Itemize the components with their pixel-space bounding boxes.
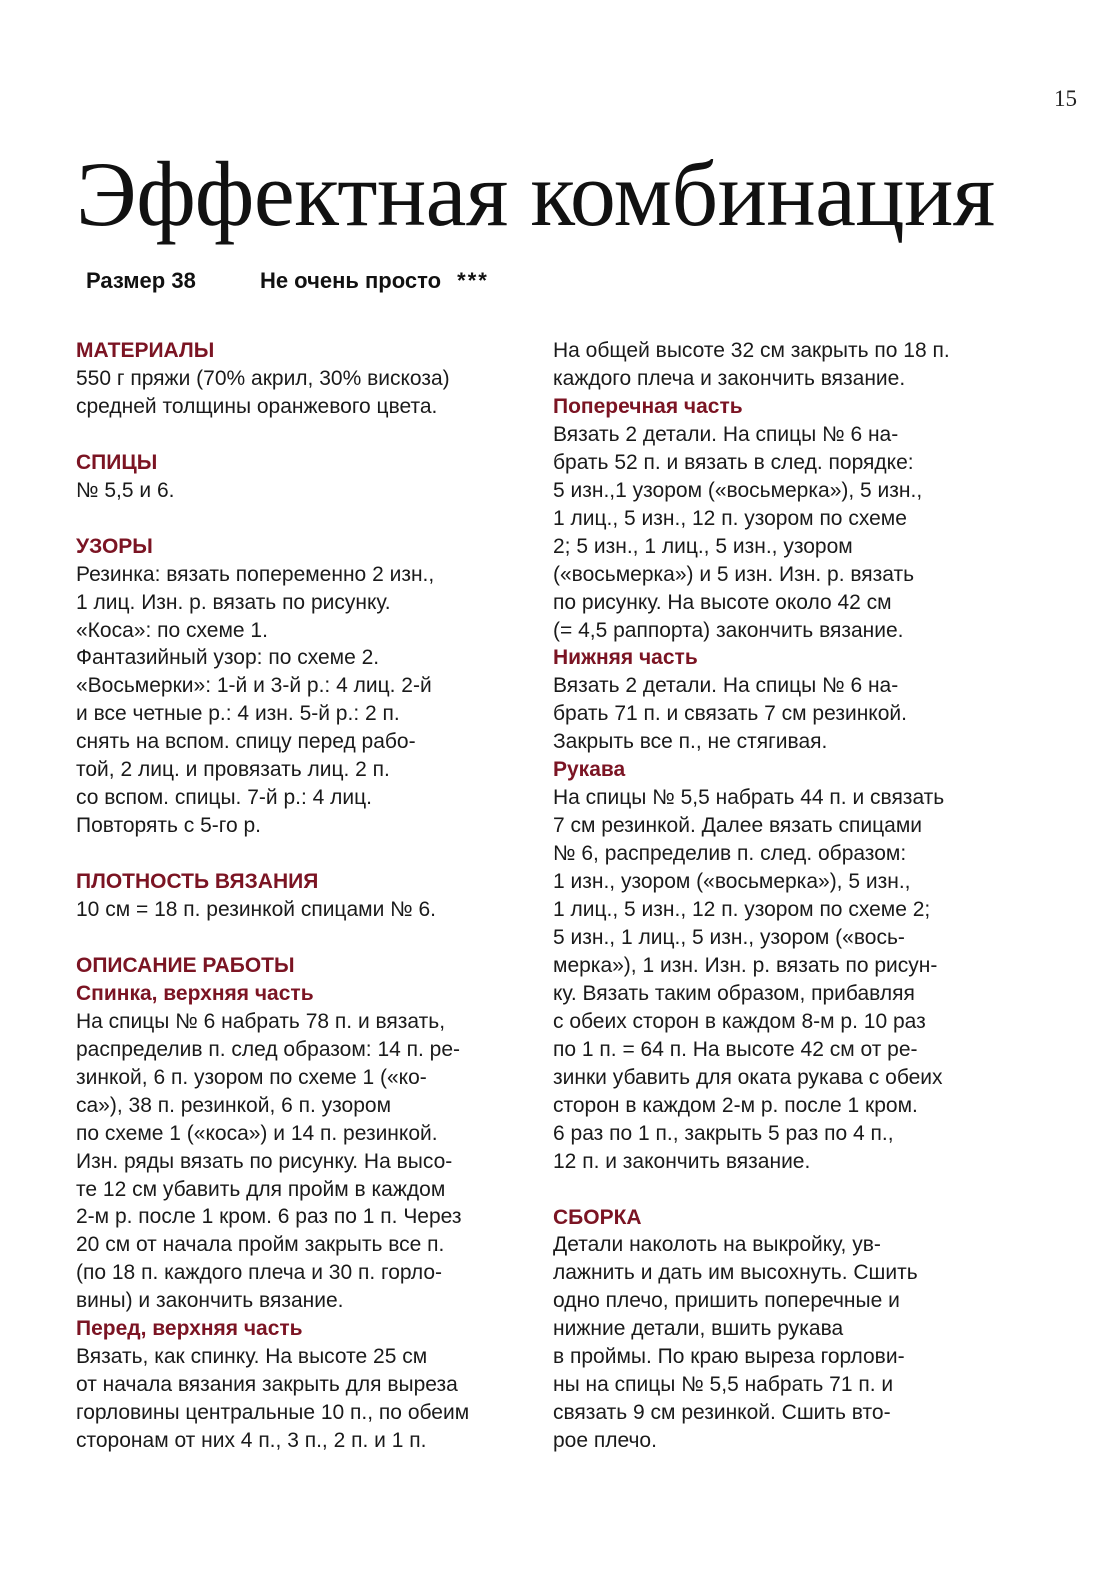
left-column [76, 337, 526, 1455]
cross-part-line: по рисунку. На высоте около 42 см [553, 590, 892, 614]
needles-heading: СПИЦЫ [76, 450, 158, 474]
sleeves-line: зинки убавить для оката рукава с обеих [553, 1065, 943, 1089]
assembly-line: в проймы. По краю выреза горлови- [553, 1345, 905, 1369]
back-line: 20 см от начала пройм закрыть все п. [76, 1233, 445, 1257]
patterns-line: Повторять с 5-го р. [76, 814, 261, 838]
page-number: 15 [1054, 86, 1077, 111]
sleeves-line: ку. Вязать таким образом, прибавляя [553, 981, 915, 1005]
sleeves-subheading: Рукава [553, 758, 626, 782]
back-line: вины) и закончить вязание. [76, 1289, 344, 1313]
cross-part-line: 1 лиц., 5 изн., 12 п. узором по схеме [553, 506, 907, 530]
back-line: зинкой, 6 п. узором по схеме 1 («ко- [76, 1065, 427, 1089]
patterns-line: «Коса»: по схеме 1. [76, 618, 268, 642]
needles-line: № 5,5 и 6. [76, 478, 175, 502]
assembly-line: одно плечо, пришить поперечные и [553, 1289, 900, 1313]
front-line: сторонам от них 4 п., 3 п., 2 п. и 1 п. [76, 1429, 427, 1453]
cross-part-line: 5 изн.,1 узором («восьмерка»), 5 изн., [553, 478, 923, 502]
sleeves-line: 5 изн., 1 лиц., 5 изн., узором («вось- [553, 926, 905, 950]
page-title: Эффектная комбинация [76, 143, 995, 245]
gauge-line: 10 см = 18 п. резинкой спицами № 6. [76, 898, 437, 922]
sleeves-line: 6 раз по 1 п., закрыть 5 раз по 4 п., [553, 1121, 894, 1145]
right-column [553, 337, 1008, 1455]
difficulty-label: Не очень просто [259, 268, 442, 293]
cross-part-line: («восьмерка») и 5 изн. Изн. р. вязать [553, 562, 915, 586]
assembly-line: связать 9 см резинкой. Сшить вто- [553, 1401, 891, 1425]
sleeves-line: 12 п. и закончить вязание. [553, 1149, 811, 1173]
spacer [553, 1176, 1008, 1204]
gauge-heading: ПЛОТНОСТЬ ВЯЗАНИЯ [76, 870, 319, 894]
back-line: са»), 38 п. резинкой, 6 п. узором [76, 1093, 392, 1117]
lower-part-line: Закрыть все п., не стягивая. [553, 730, 828, 754]
assembly-line: ны на спицы № 5,5 набрать 71 п. и [553, 1373, 894, 1397]
back-line: распределив п. след образом: 14 п. ре- [76, 1037, 461, 1061]
patterns-line: 1 лиц. Изн. р. вязать по рисунку. [76, 590, 391, 614]
sleeves-line: 1 лиц., 5 изн., 12 п. узором по схеме 2; [553, 898, 931, 922]
cross-part-line: (= 4,5 раппорта) закончить вязание. [553, 618, 904, 642]
cross-part-line: 2; 5 изн., 1 лиц., 5 изн., узором [553, 534, 853, 558]
sleeves-line: 7 см резинкой. Далее вязать спицами [553, 814, 922, 838]
materials-line: средней толщины оранжевого цвета. [76, 394, 438, 418]
sleeves-line: с обеих сторон в каждом 8-м р. 10 раз [553, 1009, 926, 1033]
front-line: Вязать, как спинку. На высоте 25 см [76, 1345, 428, 1369]
patterns-line: Фантазийный узор: по схеме 2. [76, 646, 380, 670]
front-line: от начала вязания закрыть для выреза [76, 1373, 458, 1397]
back-line: (по 18 п. каждого плеча и 30 п. горло- [76, 1261, 442, 1285]
description-heading: ОПИСАНИЕ РАБОТЫ [76, 953, 295, 977]
patterns-line: «Восьмерки»: 1-й и 3-й р.: 4 лиц. 2-й [76, 674, 432, 698]
front-end-line: На общей высоте 32 см закрыть по 18 п. [553, 339, 950, 362]
back-line: 2-м р. после 1 кром. 6 раз по 1 п. Через [76, 1205, 462, 1229]
back-line: Изн. ряды вязать по рисунку. На высо- [76, 1149, 453, 1173]
assembly-heading: СБОРКА [553, 1205, 642, 1229]
size-label: Размер 38 [86, 268, 196, 293]
patterns-heading: УЗОРЫ [76, 534, 153, 558]
back-line: те 12 см убавить для пройм в каждом [76, 1177, 446, 1201]
spacer [76, 924, 526, 952]
front-subheading: Перед, верхняя часть [76, 1317, 303, 1341]
spacer [76, 421, 526, 449]
back-line: На спицы № 6 набрать 78 п. и вязать, [76, 1009, 446, 1033]
back-line: по схеме 1 («коса») и 14 п. резинкой. [76, 1121, 438, 1145]
back-subheading: Спинка, верхняя часть [76, 981, 314, 1005]
assembly-line: лажнить и дать им высохнуть. Сшить [553, 1261, 918, 1285]
sleeves-line: На спицы № 5,5 набрать 44 п. и связать [553, 786, 945, 810]
materials-heading: МАТЕРИАЛЫ [76, 339, 215, 362]
meta-row [86, 268, 489, 294]
assembly-line: нижние детали, вшить рукава [553, 1317, 844, 1341]
patterns-line: Резинка: вязать попеременно 2 изн., [76, 562, 435, 586]
sleeves-line: 1 изн., узором («восьмерка»), 5 изн., [553, 870, 911, 894]
difficulty-stars: *** [457, 268, 489, 293]
front-line: горловины центральные 10 п., по обеим [76, 1401, 470, 1425]
lower-part-subheading: Нижняя часть [553, 646, 698, 670]
lower-part-line: Вязать 2 детали. На спицы № 6 на- [553, 674, 899, 698]
lower-part-line: брать 71 п. и связать 7 см резинкой. [553, 702, 907, 726]
sleeves-line: мерка»), 1 изн. Изн. р. вязать по рисун- [553, 953, 938, 977]
assembly-line: Детали наколоть на выкройку, ув- [553, 1233, 881, 1257]
spacer [76, 505, 526, 533]
cross-part-subheading: Поперечная часть [553, 394, 743, 418]
sleeves-line: № 6, распределив п. след. образом: [553, 842, 907, 866]
sleeves-line: по 1 п. = 64 п. На высоте 42 см от ре- [553, 1037, 918, 1061]
patterns-line: снять на вспом. спицу перед рабо- [76, 730, 416, 754]
materials-line: 550 г пряжи (70% акрил, 30% вискоза) [76, 366, 450, 390]
patterns-line: со вспом. спицы. 7-й р.: 4 лиц. [76, 786, 372, 810]
spacer [76, 840, 526, 868]
cross-part-line: Вязать 2 детали. На спицы № 6 на- [553, 422, 899, 446]
front-end-line: каждого плеча и закончить вязание. [553, 366, 906, 390]
patterns-line: и все четные р.: 4 изн. 5-й р.: 2 п. [76, 702, 400, 726]
assembly-line: рое плечо. [553, 1429, 657, 1453]
cross-part-line: брать 52 п. и вязать в след. порядке: [553, 450, 914, 474]
patterns-line: той, 2 лиц. и провязать лиц. 2 п. [76, 758, 390, 782]
sleeves-line: сторон в каждом 2-м р. после 1 кром. [553, 1093, 918, 1117]
